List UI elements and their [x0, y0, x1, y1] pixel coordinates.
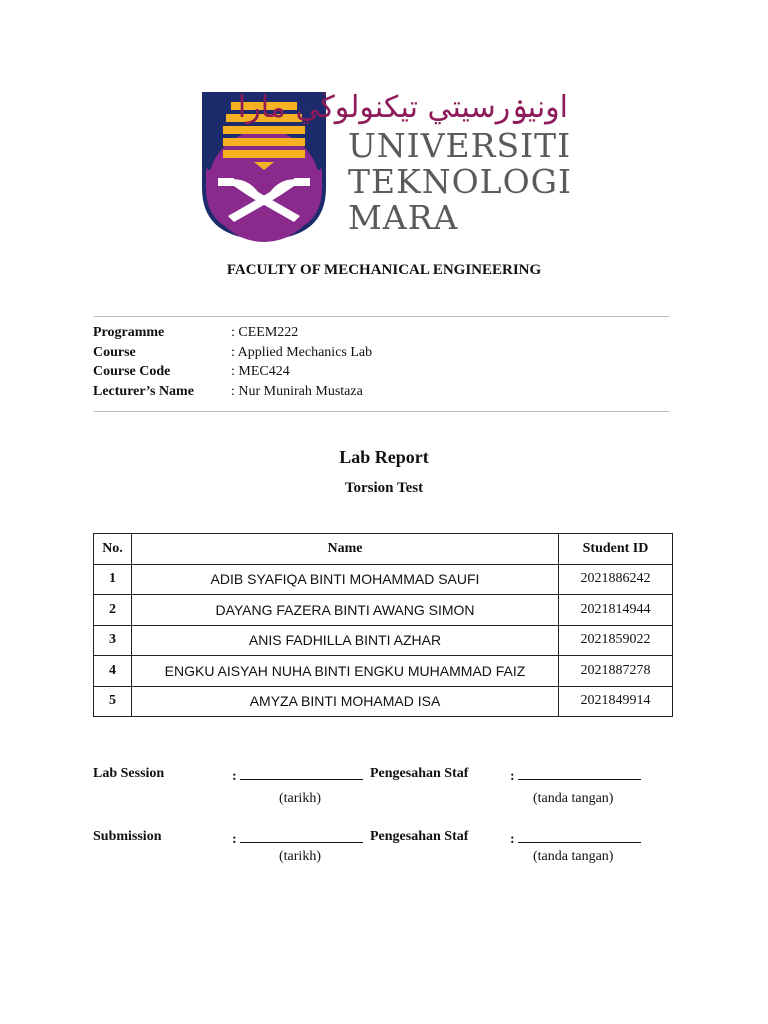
row-name: ADIB SYAFIQA BINTI MOHAMMAD SAUFI: [132, 564, 559, 595]
row-student-id: 2021814944: [559, 595, 673, 626]
report-subtitle: Torsion Test: [344, 480, 424, 496]
signature-blank-line: [518, 766, 641, 780]
row-name: DAYANG FAZERA BINTI AWANG SIMON: [132, 595, 559, 626]
table-row: [94, 564, 673, 595]
info-key: Programme: [93, 325, 165, 340]
table-row: [94, 625, 673, 656]
table-row: [94, 686, 673, 717]
report-title: Lab Report: [339, 447, 429, 467]
signoff-lab-session-date: [232, 766, 363, 785]
staff-colon: :: [510, 769, 515, 784]
logo-line-3: MARA: [348, 198, 459, 237]
logo-line-1: UNIVERSITI: [348, 126, 572, 165]
row-no: 1: [94, 564, 132, 595]
info-key: Course: [93, 344, 136, 360]
table-row: [94, 656, 673, 687]
row-name: AMYZA BINTI MOHAMAD ISA: [132, 686, 559, 717]
row-name: ANIS FADHILLA BINTI AZHAR: [132, 625, 559, 656]
divider-bottom: [94, 411, 669, 412]
row-no: 4: [94, 656, 132, 687]
signoff-submission-label: [93, 829, 161, 845]
row-student-id: 2021886242: [559, 564, 673, 595]
row-name: ENGKU AISYAH NUHA BINTI ENGKU MUHAMMAD FAIZ: [132, 656, 559, 687]
info-value: : Nur Munirah Mustaza: [231, 383, 363, 399]
divider-top: [94, 316, 669, 317]
header-student-id: Student ID: [559, 534, 673, 565]
row-no: 3: [94, 625, 132, 656]
date-blank-line: [240, 829, 363, 843]
signoff-colon: :: [232, 832, 237, 847]
signoff-label: Lab Session: [93, 766, 165, 781]
university-logo: [196, 88, 576, 248]
logo-wordmark: [348, 128, 572, 236]
info-key: Course Code: [93, 364, 171, 379]
info-key: Lecturer’s Name: [93, 383, 194, 399]
staff-colon: :: [510, 832, 515, 847]
table-header-row: [94, 534, 673, 565]
signature-hint: (tanda tangan): [533, 791, 614, 806]
signoff-lab-session-label: [93, 766, 164, 782]
row-student-id: 2021849914: [559, 686, 673, 717]
signature-hint: (tanda tangan): [533, 849, 614, 864]
date-hint: (tarikh): [279, 849, 321, 864]
date-hint: (tarikh): [279, 791, 321, 806]
info-value: : MEC424: [231, 364, 290, 379]
signoff-staff-label: [370, 766, 468, 782]
info-value: : CEEM222: [231, 325, 299, 340]
signoff-staff-sign: [510, 766, 641, 785]
signoff-staff-label: [370, 829, 468, 845]
signature-blank-line: [518, 829, 641, 843]
faculty-heading: FACULTY OF MECHANICAL ENGINEERING: [226, 262, 542, 278]
table-row: [94, 595, 673, 626]
signoff-label: Submission: [93, 829, 162, 844]
signoff-staff-sign: [510, 829, 641, 848]
info-value: : Applied Mechanics Lab: [231, 344, 373, 360]
staff-label: Pengesahan Staf: [370, 766, 469, 781]
row-no: 2: [94, 595, 132, 626]
row-no: 5: [94, 686, 132, 717]
row-student-id: 2021887278: [559, 656, 673, 687]
signoff-colon: :: [232, 769, 237, 784]
logo-jawi-text: اونيۏرسيتي تيكنولوڬي مارا: [237, 90, 568, 125]
staff-label: Pengesahan Staf: [370, 829, 469, 844]
header-no: No.: [94, 534, 132, 565]
student-table: [93, 533, 673, 717]
date-blank-line: [240, 766, 363, 780]
signoff-submission-date: [232, 829, 363, 848]
logo-line-2: TEKNOLOGI: [348, 162, 573, 201]
row-student-id: 2021859022: [559, 625, 673, 656]
header-name: Name: [132, 534, 559, 565]
